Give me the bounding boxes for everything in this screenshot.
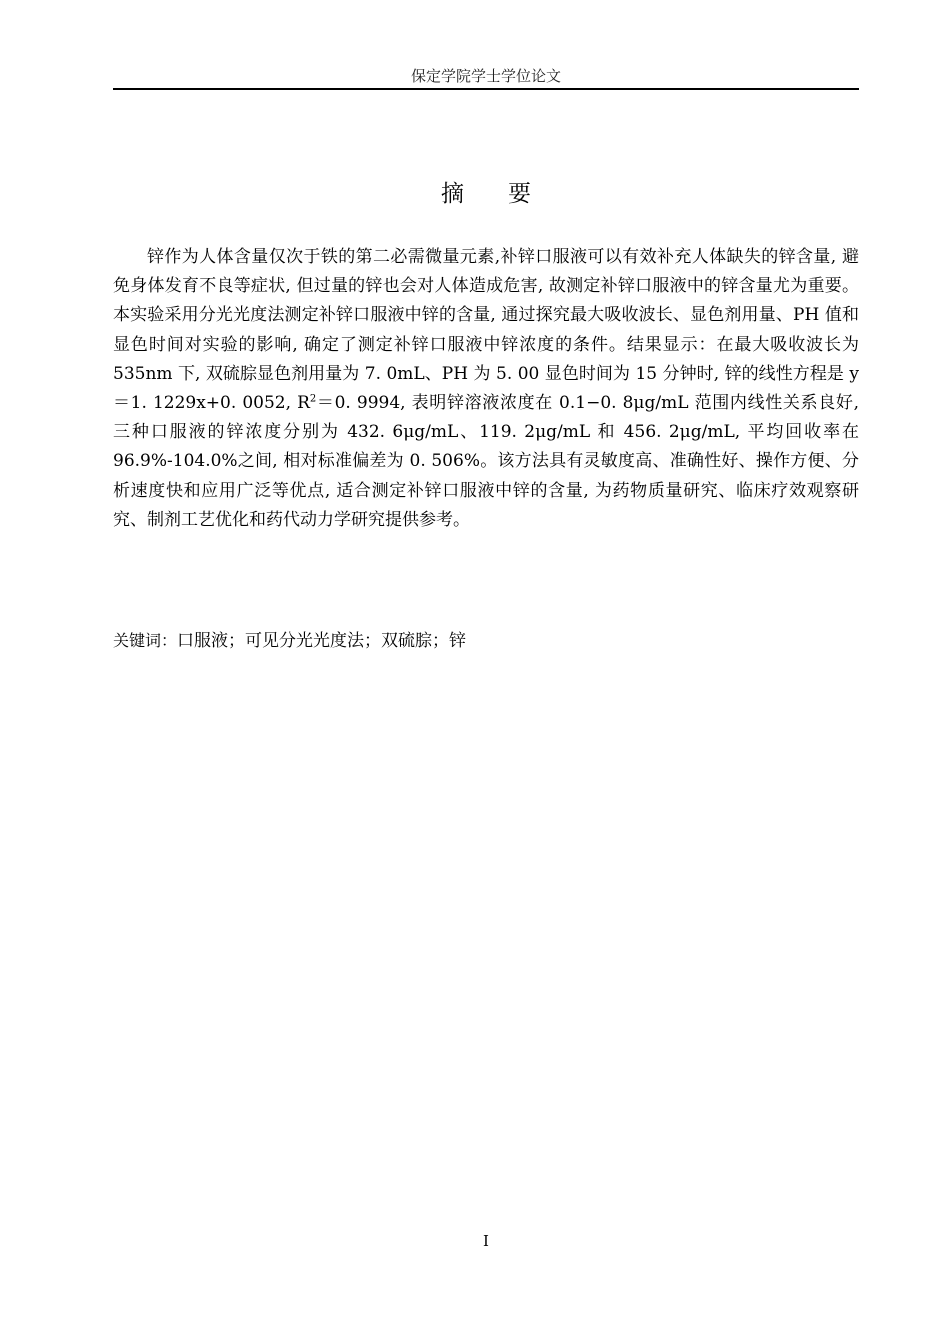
abstract-title [113,178,859,210]
header-rule [113,88,859,90]
abstract-text: 锌作为人体含量仅次于铁的第二必需微量元素,补锌口服液可以有效补充人体缺失的锌含量, 避免身体发育不良等症状, 但过量的锌也会对人体造成危害, 故测定补锌口服液中的锌含量尤为重要。本实验采用分光光度法测定补锌口服液中锌的含量, 通过探究最大吸收波长、显色剂用量、PH 值和显色时间对实验的影响, 确定了测定补锌口服液中锌浓度的条件。结果显示：在最大吸收波长为 535nm 下, 双硫腙显色剂用量为 7. 0mL、PH 为 5. 00 显色时间为 15 分钟时, 锌的线性方程是 y＝1. 1229x+0. 0052, R [113,247,859,414]
abstract-body [113,243,859,535]
page-number: I [483,1232,489,1250]
keywords-label: 关键词： [113,631,178,650]
keywords-list: 口服液；可见分光光度法；双硫腙；锌 [177,631,467,651]
keywords-line [113,626,859,656]
abstract-title-char-1: 摘 [441,181,464,207]
abstract-title-char-2: 要 [508,181,531,207]
running-header: 保定学院学士学位论文 [410,67,561,85]
abstract-text-continued: ＝0. 9994, 表明锌溶液浓度在 0.1−0. 8μg/mL 范围内线性关系良好, 三种口服液的锌浓度分别为 432. 6μg/mL、119. 2μg/mL 和 456. 2μg/mL, 平均回收率在 96.9%-104.0%之间, 相对标准偏差为 0. 506%。该方法具有灵敏度高、准确性好、操作方便、分析速度快和应用广泛等优点, 适合测定补锌口服液中锌的含量, 为药物质量研究、临床疗效观察研究、制剂工艺优化和药代动力学研究提供参考。 [113,393,859,530]
abstract-superscript: 2 [309,393,317,405]
